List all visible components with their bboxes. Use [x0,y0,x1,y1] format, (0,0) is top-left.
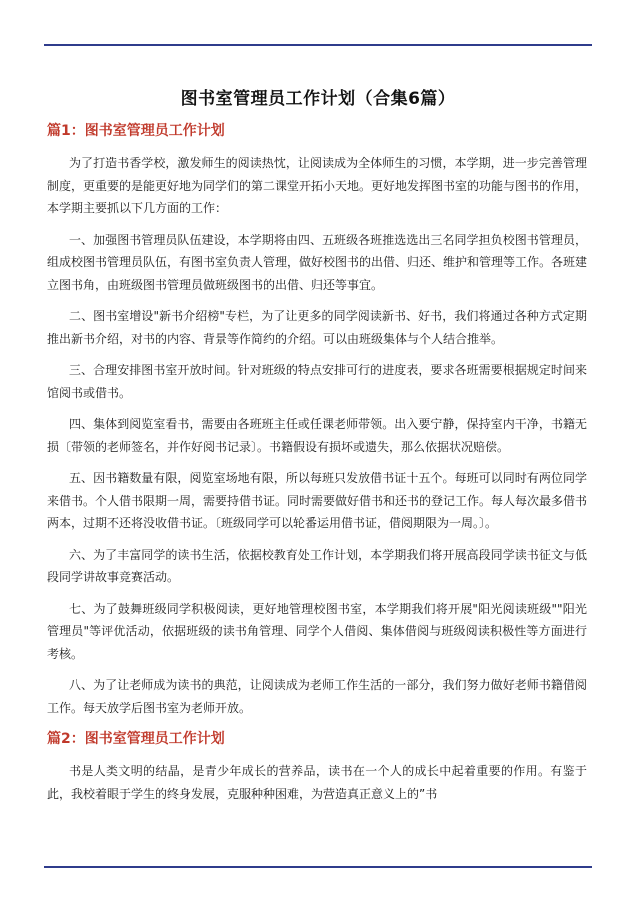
footer-rule [44,866,592,868]
section-heading: 篇1：图书室管理员工作计划 [47,123,225,139]
paragraph: 六、为了丰富同学的读书生活，依据校教育处工作计划，本学期我们将开展高段同学读书征文与低段同学讲故事竞赛活动。 [47,547,587,584]
paragraph: 为了打造书香学校，激发师生的阅读热忱，让阅读成为全体师生的习惯，本学期，进一步完善管理制度，更重要的是能更好地为同学们的第二课堂开拓小天地。更好地发挥图书室的功能与图书的作用，本学期主要抓以下几方面的工作： [47,156,588,215]
paragraph: 四、集体到阅览室看书，需要由各班班主任或任课老师带领。出入要宁静，保持室内干净，书籍无损〔带领的老师签名，并作好阅书记录〕。书籍假设有损坏或遗失，那么依据状况赔偿。 [47,417,587,454]
paragraph: 三、合理安排图书室开放时间。针对班级的特点安排可行的进度表，要求各班需要根据规定时间来馆阅书或借书。 [47,363,587,400]
paragraph: 二、图书室增设"新书介绍榜"专栏，为了让更多的同学阅读新书、好书，我们将通过各种方式定期推出新书介绍，对书的内容、背景等作简约的介绍。可以由班级集体与个人结合推举。 [47,309,587,346]
section-1 [47,120,587,719]
header-rule [44,44,592,46]
section-heading: 篇2：图书室管理员工作计划 [47,731,225,747]
document-body [47,120,587,814]
paragraph: 一、加强图书管理员队伍建设，本学期将由四、五班级各班推选选出三名同学担负校图书管理员，组成校图书管理员队伍，有图书室负责人管理，做好校图书的出借、归还、维护和管理等工作。各班建立图书角，由班级图书管理员做班级图书的出借、归还等事宜。 [47,232,588,292]
paragraph: 书是人类文明的结晶，是青少年成长的营养品，读书在一个人的成长中起着重要的作用。有鉴于此，我校着眼于学生的终身发展，克服种种困难，为营造真正意义上的”书 [47,764,587,801]
document-title: 图书室管理员工作计划（合集6篇） [180,89,456,109]
paragraph: 五、因书籍数量有限，阅览室场地有限，所以每班只发放借书证十五个。每班可以同时有两位同学来借书。个人借书限期一周，需要持借书证。同时需要做好借书和还书的登记工作。每人每次最多借书两本，过期不还将没收借书证。〔班级同学可以轮番运用借书证，借阅期限为一周。〕。 [47,471,588,530]
section-2 [47,728,587,805]
paragraph: 七、为了鼓舞班级同学积极阅读，更好地管理校图书室，本学期我们将开展"阳光阅读班级""阳光管理员"等评优活动，依据班级的读书角管理、同学个人借阅、集体借阅与班级阅读积极性等方面进行考核。 [47,601,587,661]
paragraph: 八、为了让老师成为读书的典范，让阅读成为老师工作生活的一部分，我们努力做好老师书籍借阅工作。每天放学后图书室为老师开放。 [47,678,587,715]
